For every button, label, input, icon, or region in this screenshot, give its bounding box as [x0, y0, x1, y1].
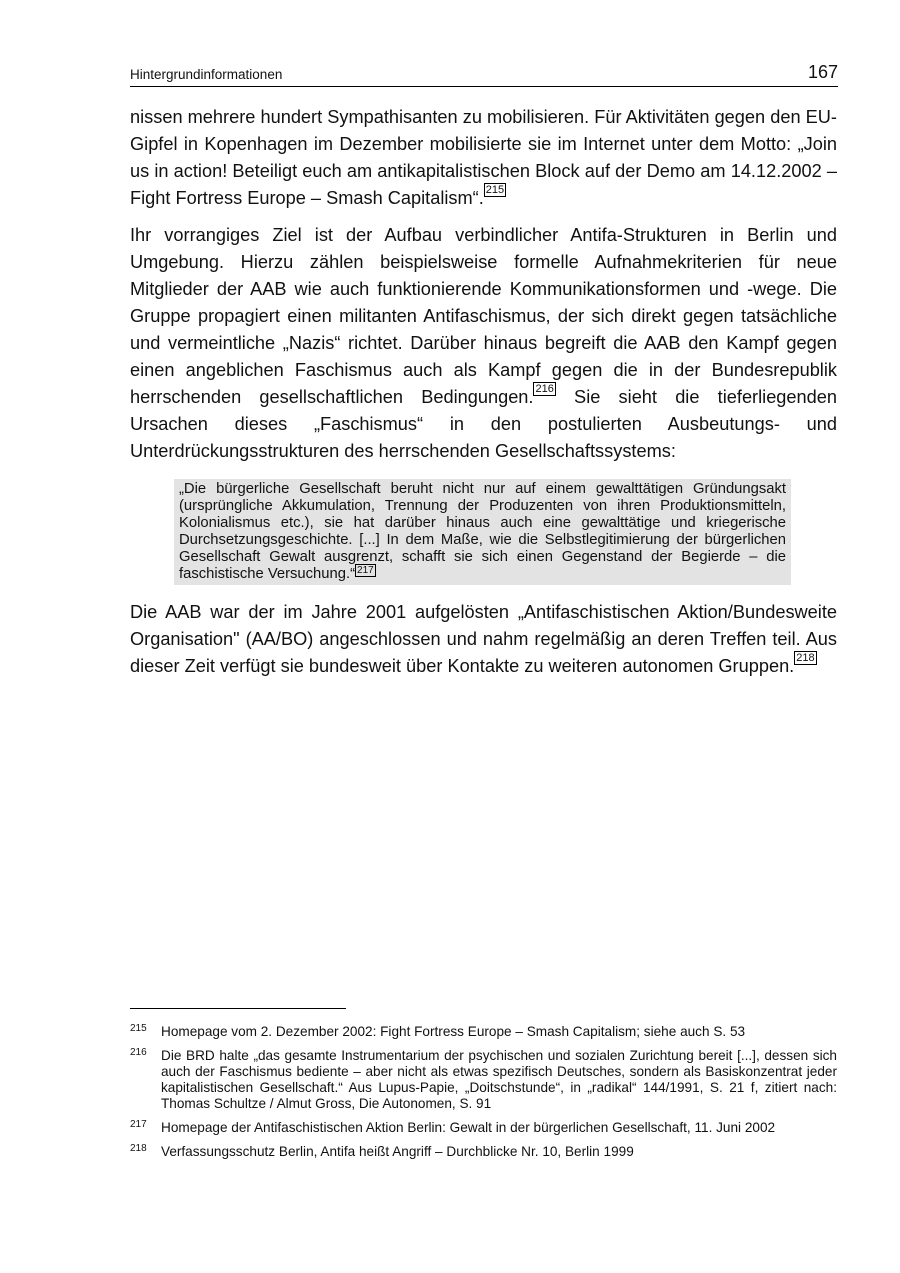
body-text: [130, 104, 837, 690]
page-number: 167: [807, 62, 838, 82]
footnotes: [130, 1024, 837, 1168]
footnote-number: 215: [130, 1023, 147, 1034]
paragraph-3-text: Die AAB war der im Jahre 2001 aufgelösten „Antifaschistischen Aktion/Bundesweite Organisation" (AA/BO) angeschlossen und nahm regelmäßig an deren Treffen teil. Aus dieser Zeit verfügt sie bundesweit über Kontakte zu weiteren autonomen Gruppen.: [130, 602, 837, 676]
block-quote-text: „Die bürgerliche Gesellschaft beruht nicht nur auf einem gewalttätigen Gründungsakt (ursprüngliche Akkumulation, Trennung der Produzenten von ihren Produktionsmitteln, Kolonialismus etc.), sie hat darüber hinaus auch eine gewalttätige und kriegerische Durchsetzungsgeschichte. [...] In dem Maße, wie die Selbstlegitimierung der bürgerlichen Gesellschaft Gewalt ausgrenzt, schafft sie sich einen Gegenstand der Begierde – die faschistische Versuchung.“: [179, 481, 786, 582]
paragraph-2-text-a: Ihr vorrangiges Ziel ist der Aufbau verbindlicher Antifa-Strukturen in Berlin und Umgebung. Hierzu zählen beispielsweise formelle Aufnahmekriterien für neue Mitglieder der AAB wie auch funktionierende Kommunikationsformen und -wege. Die Gruppe propagiert einen militanten Antifaschismus, der sich direkt gegen tatsächliche und vermeintliche „Nazis“ richtet. Darüber hinaus begreift die AAB den Kampf gegen einen angeblichen Faschismus auch als Kampf gegen die in der Bundesrepublik herrschenden gesellschaftlichen Bedingungen.: [130, 225, 837, 407]
footnote-ref-218[interactable]: 218: [796, 652, 815, 664]
footnote-text: Verfassungsschutz Berlin, Antifa heißt Angriff – Durchblicke Nr. 10, Berlin 1999: [161, 1144, 634, 1159]
footnote-216: [130, 1048, 837, 1112]
footnote-text: Homepage der Antifaschistischen Aktion Berlin: Gewalt in der bürgerlichen Gesellschaft, 11. Juni 2002: [161, 1120, 776, 1135]
footnote-215: [130, 1024, 837, 1040]
footnote-number: 216: [130, 1047, 147, 1058]
block-quote: [174, 479, 791, 585]
running-title: Hintergrundinformationen: [130, 67, 283, 82]
footnote-number: 218: [130, 1143, 147, 1154]
page-header: [130, 60, 838, 87]
paragraph-2: [130, 222, 837, 465]
paragraph-3: [130, 599, 837, 680]
paragraph-1: [130, 104, 837, 212]
footnote-text: Die BRD halte „das gesamte Instrumentarium der psychischen und sozialen Zurichtung bereit [...], dessen sich auch der Faschismus bediente – aber nicht als etwas spezifisch Deutsches, sondern als Basiskonzentrat jeder kapitalistischen Gesellschaft.“ Aus Lupus-Papie, „Doitschstunde“, in „radikal“ 144/1991, S. 21 f, zitiert nach: Thomas Schultze / Almut Gross, Die Autonomen, S. 91: [161, 1048, 837, 1111]
footnote-ref-217[interactable]: 217: [357, 565, 374, 576]
footnote-ref-215[interactable]: 215: [485, 184, 505, 196]
paragraph-2-text-b: Sie sieht die tieferliegenden Ursachen dieses „Faschismus“ in den postulierten Ausbeutungs- und Unterdrückungsstrukturen des herrschenden Gesellschaftssystems:: [130, 387, 837, 461]
footnote-text: Homepage vom 2. Dezember 2002: Fight Fortress Europe – Smash Capitalism; siehe auch S. 53: [161, 1024, 746, 1039]
footnote-ref-216[interactable]: 216: [535, 383, 554, 395]
paragraph-1-text: nissen mehrere hundert Sympathisanten zu mobilisieren. Für Aktivitäten gegen den EU-Gipfel in Kopenhagen im Dezember mobilisierte sie im Internet unter dem Motto: „Join us in action! Beteiligt euch am antikapitalistischen Block auf der Demo am 14.12.2002 – Fight Fortress Europe – Smash Capitalism“.: [130, 107, 837, 208]
footnote-217: [130, 1120, 837, 1136]
footnote-number: 217: [130, 1119, 147, 1130]
footnote-218: [130, 1144, 837, 1160]
footnote-divider: [130, 1008, 346, 1009]
